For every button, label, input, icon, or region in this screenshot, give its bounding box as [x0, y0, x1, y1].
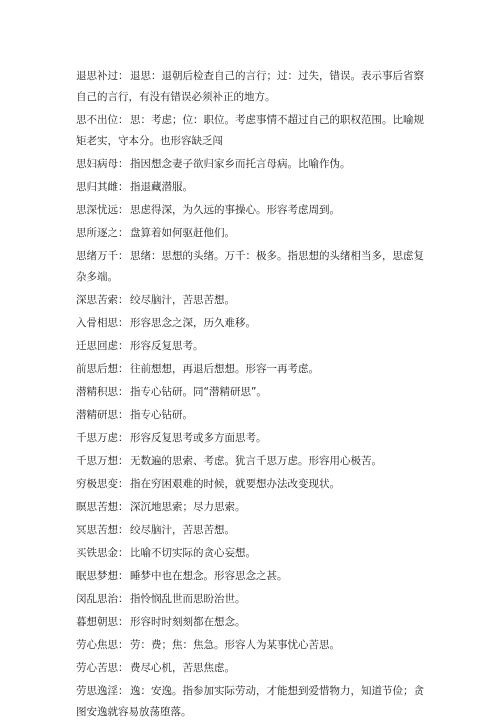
glossary-entry — [76, 428, 426, 449]
entry-term: 瞑思苦想： — [76, 501, 129, 513]
entry-definition: 往前想想，再退后想想。形容一再考虑。 — [130, 363, 319, 375]
entry-term: 千思万想： — [76, 455, 129, 467]
entry-term: 深思苦索： — [76, 294, 129, 306]
entry-definition: 无数遍的思索、考虑。犹言千思万虑。形容用心极苦。 — [130, 455, 382, 467]
entry-term: 冥思苦想： — [76, 524, 129, 536]
entry-definition: 指因想念妻子欲归家乡而托言母病。比喻作伪。 — [130, 158, 351, 170]
entry-definition: 绞尽脑汁，苦思苦想。 — [130, 524, 235, 536]
entry-term: 思深忧远： — [76, 204, 129, 216]
glossary-entry — [76, 359, 426, 380]
entry-definition: 形容时时刻刻都在想念。 — [130, 616, 246, 628]
entry-definition: 指怜悯乱世而思盼治世。 — [130, 593, 246, 605]
glossary-entry — [76, 290, 426, 311]
entry-term: 迁思回虑： — [76, 340, 129, 352]
glossary-entry — [76, 497, 426, 518]
entry-definition: 逸：安逸。指参加实际劳动，才能想到爱惜物力，知道节俭；贪图安逸就容易放荡堕落。 — [76, 685, 424, 718]
entry-definition: 比喻不切实际的贪心妄想。 — [130, 547, 256, 559]
entry-term: 前思后想： — [76, 363, 129, 375]
glossary-entry — [76, 405, 426, 426]
entry-definition: 绞尽脑汁，苦思苦想。 — [130, 294, 235, 306]
entry-definition: 形容思念之深，历久难移。 — [130, 317, 256, 329]
entry-definition: 退思：退朝后检查自己的言行；过：过失，错误。表示事后省察自己的言行，有没有错误必须补正的地方。 — [76, 70, 424, 103]
entry-term: 暮想朝思： — [76, 616, 129, 628]
entry-term: 思所逐之： — [76, 227, 129, 239]
glossary-entry — [76, 520, 426, 541]
entry-definition: 思虑得深，为久远的事操心。形容考虑周到。 — [130, 204, 340, 216]
entry-term: 入骨相思： — [76, 317, 129, 329]
entry-definition: 形容反复思考或多方面思考。 — [130, 432, 267, 444]
entry-term: 思妇病母： — [76, 158, 129, 170]
glossary-entry — [76, 635, 426, 656]
glossary-entry — [76, 566, 426, 587]
entry-definition: 盘算着如何驱赶他们。 — [130, 227, 235, 239]
entry-definition: 形容反复思考。 — [130, 340, 204, 352]
entry-term: 买铁思金： — [76, 547, 129, 559]
entry-term: 思归其雌： — [76, 181, 129, 193]
entry-term: 眠思梦想： — [76, 570, 129, 582]
glossary-entry — [76, 66, 426, 108]
entry-definition: 指退藏潜服。 — [130, 181, 193, 193]
entry-term: 潜精积思： — [76, 386, 129, 398]
entry-definition: 费尽心机，苦思焦虑。 — [130, 662, 235, 674]
entry-term: 千思万虑： — [76, 432, 129, 444]
entry-term: 闵乱思治： — [76, 593, 129, 605]
entry-term: 潜精研思： — [76, 409, 129, 421]
entry-definition: 思绪：思想的头绪。万千：极多。指思想的头绪相当多，思虑复杂多端。 — [76, 250, 424, 283]
entry-definition: 指专心钻研。 — [130, 409, 193, 421]
glossary-entry — [76, 200, 426, 221]
glossary-document — [76, 66, 426, 725]
entry-definition: 劳：费；焦：焦急。形容人为某事忧心苦思。 — [130, 639, 340, 651]
entry-definition: 深沉地思索；尽力思索。 — [130, 501, 246, 513]
glossary-entry — [76, 154, 426, 175]
glossary-entry — [76, 223, 426, 244]
glossary-entry — [76, 246, 426, 288]
glossary-entry — [76, 612, 426, 633]
entry-term: 退思补过： — [76, 70, 129, 82]
entry-definition: 睡梦中也在想念。形容思念之甚。 — [130, 570, 288, 582]
entry-definition: 指专心钻研。同“潜精研思”。 — [130, 386, 267, 398]
entry-term: 穷极思变： — [76, 478, 129, 490]
entry-term: 思不出位： — [76, 114, 129, 126]
glossary-entry — [76, 681, 426, 723]
glossary-entry — [76, 177, 426, 198]
entry-term: 劳心苦思： — [76, 662, 129, 674]
glossary-entry — [76, 474, 426, 495]
glossary-entry — [76, 110, 426, 152]
entry-definition: 指在穷困艰难的时候，就要想办法改变现状。 — [130, 478, 340, 490]
glossary-entry — [76, 336, 426, 357]
entry-term: 思绪万千： — [76, 250, 129, 262]
entry-definition: 思：考虑；位：职位。考虑事情不超过自己的职权范围。比喻规矩老实，守本分。也形容缺乏闯 — [76, 114, 424, 147]
glossary-entry — [76, 543, 426, 564]
glossary-entry — [76, 313, 426, 334]
glossary-entry — [76, 589, 426, 610]
glossary-entry — [76, 451, 426, 472]
glossary-entry — [76, 658, 426, 679]
entry-term: 劳思逸淫： — [76, 685, 129, 697]
glossary-entry — [76, 382, 426, 403]
entry-term: 劳心焦思： — [76, 639, 129, 651]
